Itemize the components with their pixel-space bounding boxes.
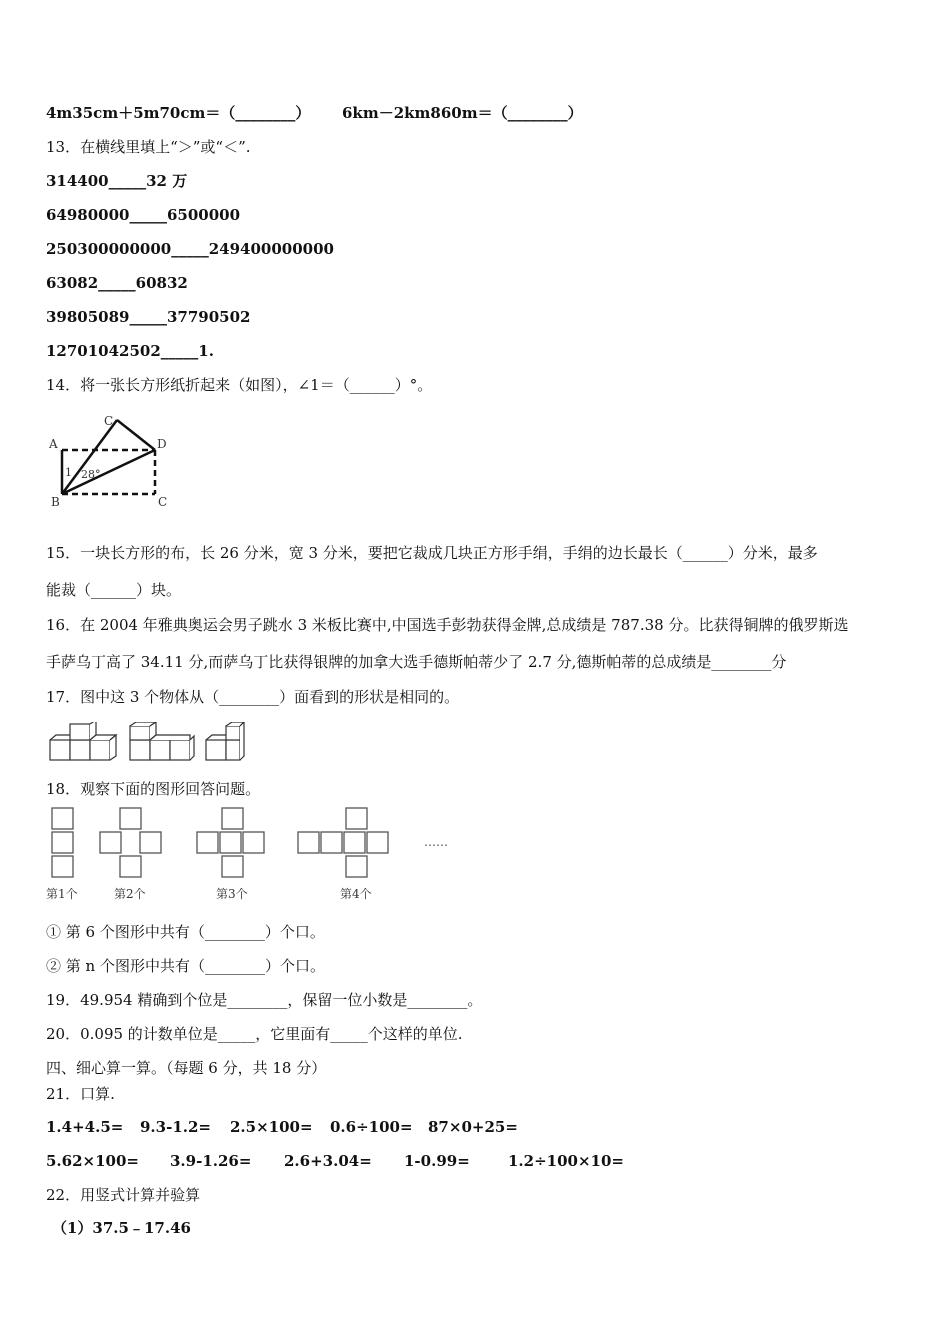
q17-cube-objects-figure: [46, 722, 256, 766]
q17-title: 17．图中这 3 个物体从（________）面看到的形状是相同的。: [46, 688, 460, 706]
q13-item-2: 64980000_____6500000: [46, 206, 241, 224]
q21-r1-c3: 2.5×100=: [230, 1118, 313, 1136]
q18-label-1: 第1个: [46, 887, 78, 901]
q22-title: 22．用竖式计算并验算: [46, 1186, 201, 1204]
q18-pattern-2: [100, 808, 161, 877]
q21-r2-c3: 2.6+3.04=: [284, 1152, 372, 1170]
q18-title: 18．观察下面的图形回答问题。: [46, 780, 261, 798]
q14-label-c-bottom: C: [158, 495, 168, 509]
q15-line-1: 15．一块长方形的布，长 26 分米，宽 3 分米，要把它裁成几块正方形手绢，手绢的边长最长（______）分米，最多: [46, 544, 818, 562]
q16-line-2: 手萨乌丁高了 34.11 分,而萨乌丁比获得银牌的加拿大选手德斯帕蒂少了 2.7 分,德斯帕蒂的总成绩是________分: [46, 653, 787, 671]
q17-object-2: [130, 722, 194, 760]
q17-object-1: [50, 722, 116, 760]
q13-item-1: 314400_____32 万: [46, 172, 188, 190]
q22-item-1: （1）37.5﹣17.46: [52, 1219, 191, 1237]
q14-folded-paper-figure: [44, 410, 184, 510]
q14-label-d: D: [157, 437, 167, 451]
q18-sub-1: ① 第 6 个图形中共有（________）个口。: [46, 923, 325, 941]
q14-angle-1-label: 1: [65, 466, 72, 479]
q21-r2-c5: 1.2÷100×10=: [508, 1152, 624, 1170]
q18-pattern-1: [52, 808, 73, 877]
q19: 19．49.954 精确到个位是________，保留一位小数是________。: [46, 991, 483, 1009]
q21-r1-c2: 9.3-1.2=: [140, 1118, 211, 1136]
q21-r2-c2: 3.9-1.26=: [170, 1152, 252, 1170]
q14-label-c-top: C: [104, 414, 114, 428]
q21-r2-c1: 5.62×100=: [46, 1152, 139, 1170]
q18-label-3: 第3个: [216, 887, 248, 901]
q13-item-5: 39805089_____37790502: [46, 308, 251, 326]
q21-r1-c1: 1.4+4.5=: [46, 1118, 124, 1136]
q21-title: 21．口算.: [46, 1085, 115, 1103]
q18-pattern-3: [197, 808, 264, 877]
q14-title: 14．将一张长方形纸折起来（如图），∠1＝（______）°。: [46, 376, 433, 394]
q13-title: 13．在横线里填上“＞”或“＜”.: [46, 138, 251, 156]
q18-label-2: 第2个: [114, 887, 146, 901]
q21-r1-c4: 0.6÷100=: [330, 1118, 413, 1136]
q14-label-a: A: [49, 437, 58, 451]
q15-line-2: 能裁（______）块。: [46, 581, 182, 599]
q13-item-4: 63082_____60832: [46, 274, 188, 292]
q17-object-3: [206, 722, 244, 760]
q18-pattern-4: [298, 808, 388, 877]
q18-square-pattern-figure: [44, 806, 464, 902]
q13-item-6: 12701042502_____1.: [46, 342, 214, 360]
q12-left: 4m35cm＋5m70cm＝（________）: [46, 104, 311, 122]
q18-sub-2: ② 第 n 个图形中共有（________）个口。: [46, 957, 325, 975]
q20: 20．0.095 的计数单位是_____，它里面有_____个这样的单位.: [46, 1025, 463, 1043]
q14-angle-28-label: 28°: [81, 468, 101, 481]
q13-item-3: 250300000000_____249400000000: [46, 240, 334, 258]
q21-r2-c4: 1-0.99=: [404, 1152, 470, 1170]
q18-label-4: 第4个: [340, 887, 372, 901]
q14-label-b: B: [51, 495, 60, 509]
q16-line-1: 16．在 2004 年雅典奥运会男子跳水 3 米板比赛中,中国选手彭勃获得金牌,总成绩是 787.38 分。比获得铜牌的俄罗斯选: [46, 616, 849, 634]
q12-right: 6km－2km860m＝（________）: [342, 104, 583, 122]
q21-r1-c5: 87×0+25=: [428, 1118, 518, 1136]
section-4-heading: 四、细心算一算。（每题 6 分，共 18 分）: [46, 1059, 327, 1077]
q18-ellipsis: ……: [424, 835, 448, 849]
